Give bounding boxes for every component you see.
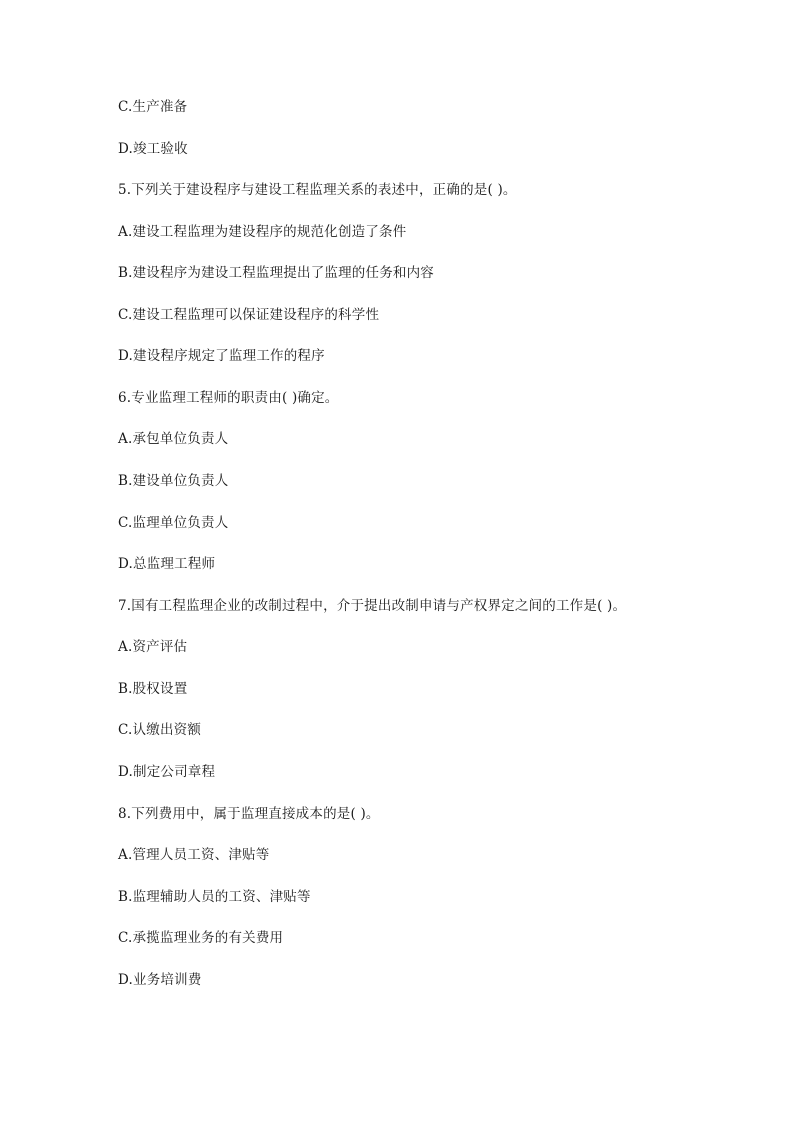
option-c-q5: C.建设工程监理可以保证建设程序的科学性 [118, 307, 380, 323]
option-b-q7: B.股权设置 [118, 681, 188, 697]
question-8: 8.下列费用中，属于监理直接成本的是( )。 [118, 806, 380, 822]
option-b-q6: B.建设单位负责人 [118, 473, 229, 489]
question-7: 7.国有工程监理企业的改制过程中，介于提出改制申请与产权界定之间的工作是( )。 [118, 598, 627, 614]
option-c-q8: C.承揽监理业务的有关费用 [118, 930, 284, 946]
option-d-q6: D.总监理工程师 [118, 556, 216, 572]
option-c-q7: C.认缴出资额 [118, 722, 202, 738]
option-a-q7: A.资产评估 [118, 639, 188, 655]
option-d-q7: D.制定公司章程 [118, 764, 216, 780]
option-b-q5: B.建设程序为建设工程监理提出了监理的任务和内容 [118, 265, 435, 281]
option-d-q8: D.业务培训费 [118, 972, 202, 988]
option-a-q5: A.建设工程监理为建设程序的规范化创造了条件 [118, 224, 407, 240]
question-5: 5.下列关于建设程序与建设工程监理关系的表述中，正确的是( )。 [118, 182, 517, 198]
option-d-q5: D.建设程序规定了监理工作的程序 [118, 348, 325, 364]
option-a-q6: A.承包单位负责人 [118, 431, 229, 447]
option-c-q6: C.监理单位负责人 [118, 515, 229, 531]
option-d-q4: D.竣工验收 [118, 141, 188, 157]
question-6: 6.专业监理工程师的职责由( )确定。 [118, 390, 339, 406]
option-b-q8: B.监理辅助人员的工资、津贴等 [118, 889, 311, 905]
option-c-q4: C.生产准备 [118, 99, 188, 115]
option-a-q8: A.管理人员工资、津贴等 [118, 847, 270, 863]
